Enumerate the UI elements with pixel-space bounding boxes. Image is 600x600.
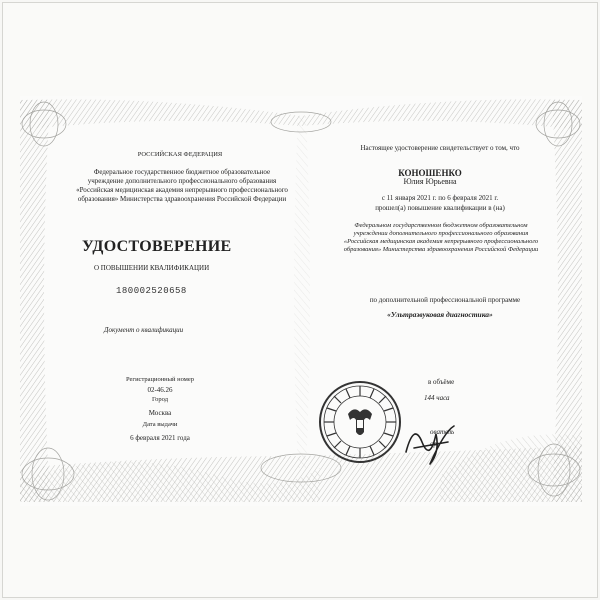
left-org-line-3: «Российская медицинская академия непрерывного профессионального: [76, 186, 288, 194]
issue-date-value: 6 февраля 2021 года: [130, 434, 190, 442]
left-org-line-4: образования» Министерства здравоохранения Российской Федерации: [77, 195, 287, 203]
right-org-line-2: учреждении дополнительного профессионального образования: [353, 230, 529, 237]
registration-number: 02-46.26: [147, 386, 173, 394]
holder-name: Юлия Юрьевна: [403, 177, 457, 186]
document-type-label: Документ о квалификации: [104, 326, 184, 334]
right-org-line-1: Федеральном государственном бюджетном образовательном: [354, 222, 528, 229]
country-label: РОССИЙСКАЯ ФЕДЕРАЦИЯ: [137, 151, 223, 158]
program-name: «Ультразвуковая диагностика»: [387, 310, 493, 319]
issue-date-label: Дата выдачи: [142, 421, 178, 428]
registration-label: Регистрационный номер: [126, 376, 194, 383]
city-value: Москва: [148, 409, 172, 417]
certificate-title: УДОСТОВЕРЕНИЕ: [82, 238, 232, 255]
program-label: по дополнительной профессиональной программе: [369, 296, 521, 304]
serial-number: 180002520658: [116, 286, 187, 296]
certificate-subtitle: О ПОВЫШЕНИИ КВАЛИФИКАЦИИ: [94, 264, 210, 272]
right-org-line-4: образования» Министерства здравоохранения Российской Федерации: [343, 246, 539, 253]
passed-training-text: прошел(а) повышение квалификации в (на): [375, 204, 505, 212]
right-org-line-3: «Российская медицинская академия непрерывного профессионального: [343, 238, 539, 245]
study-period: с 11 января 2021 г. по 6 февраля 2021 г.: [381, 194, 499, 202]
handwritten-signature: [400, 412, 460, 472]
city-label: Город: [151, 396, 169, 403]
volume-label: в объёме: [428, 378, 455, 386]
left-org-line-2: учреждение дополнительного профессионального образования: [87, 177, 277, 185]
signer-label-fragment: ователь: [430, 428, 455, 436]
certificate: [20, 96, 582, 506]
left-org-line-1: Федеральное государственное бюджетное образовательное: [93, 168, 271, 176]
holder-surname: КОНОШЕНКО: [398, 168, 462, 178]
secretary-label-fragment: арь: [430, 440, 441, 448]
volume-value: 144 часа: [424, 394, 450, 402]
round-seal-with-emblem-icon: [318, 380, 402, 464]
right-intro: Настоящее удостоверение свидетельствует о том, что: [360, 144, 520, 152]
